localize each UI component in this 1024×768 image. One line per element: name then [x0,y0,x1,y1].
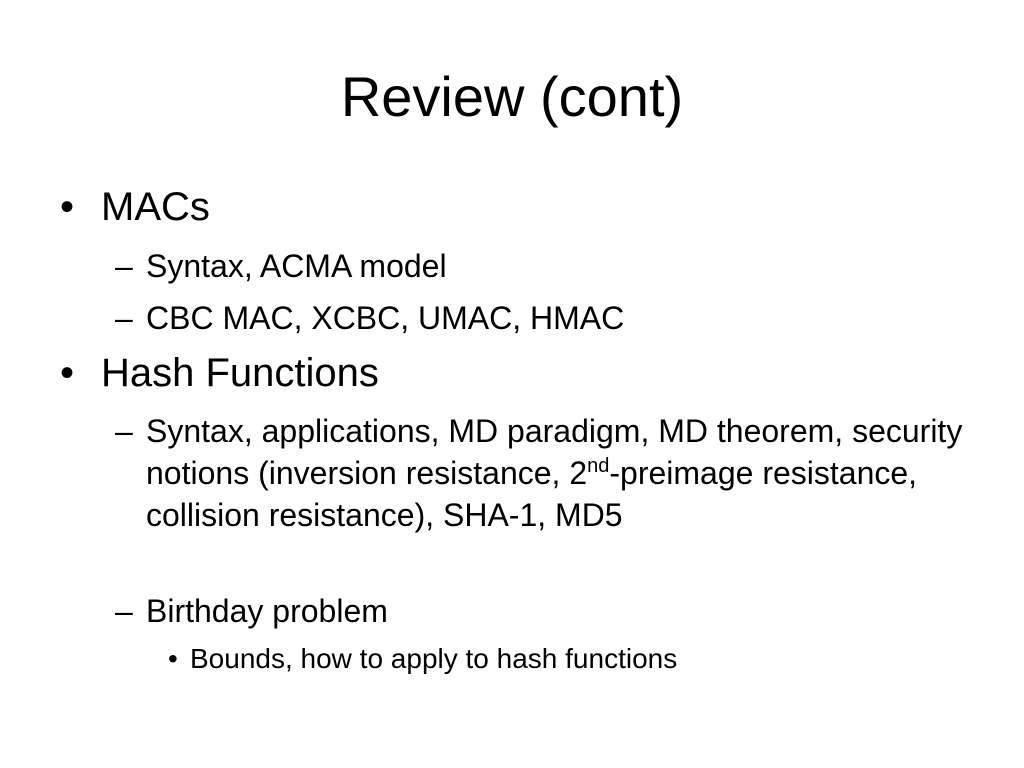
sub-item-label: Birthday problem [146,593,388,629]
slide-title: Review (cont) [340,65,684,128]
dash-icon: – [115,248,133,284]
sub-item-label: CBC MAC, XCBC, UMAC, HMAC [146,300,625,336]
label-part: -preimage resistance, collision resistance), SHA-1, MD5 [146,455,918,533]
dash-icon: – [115,300,133,336]
sub-item-label [146,410,975,536]
bullet-label: Hash Functions [101,351,379,395]
bullet-icon: • [168,643,178,674]
sub-sub-item-label: Bounds, how to apply to hash functions [190,643,678,674]
dash-icon: – [115,593,133,629]
bullet-icon: • [60,351,75,395]
ordinal-superscript: nd [587,455,610,477]
sub-item-syntax-acma [115,245,975,287]
bullet-icon: • [60,185,75,229]
dash-icon: – [115,413,133,449]
sub-item-label: Syntax, ACMA model [146,248,447,284]
label-part: Syntax, applications, MD paradigm, MD theorem, security notions (inversion resistance, 2 [146,413,963,491]
sub-item-hash-topics [115,410,975,536]
bullet-label: MACs [101,185,210,229]
sub-item-mac-schemes [115,297,975,339]
sub-item-birthday-problem [115,590,975,632]
